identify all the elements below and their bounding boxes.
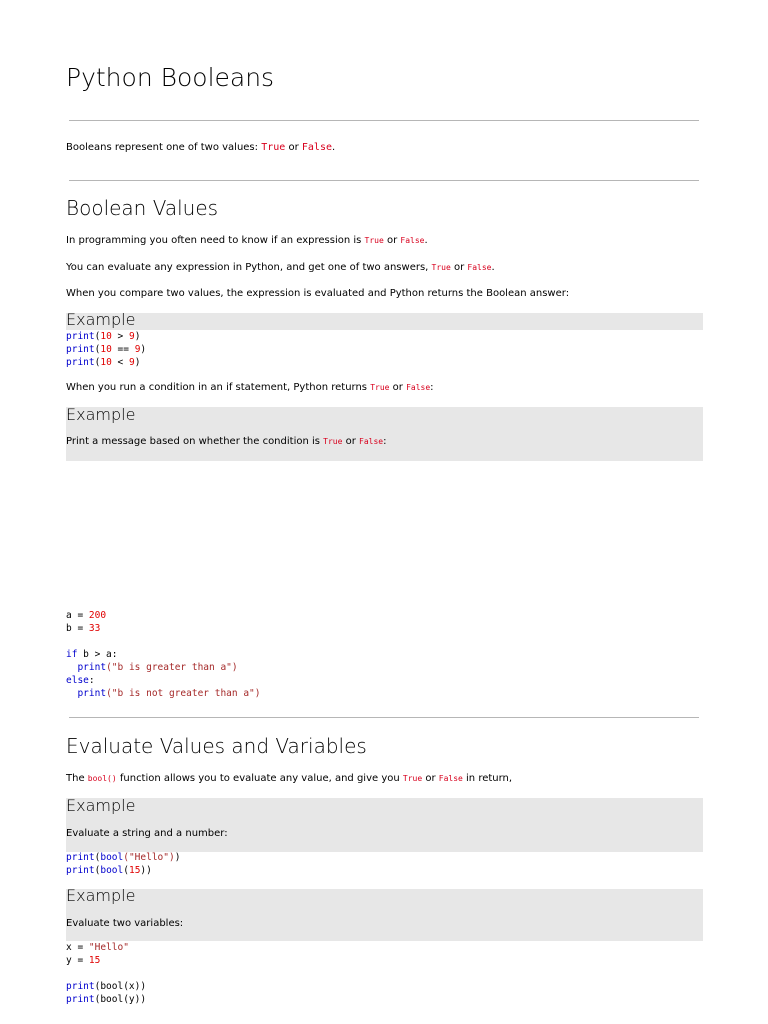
example-title: Example <box>66 886 136 905</box>
bool-function: bool() <box>87 774 117 783</box>
divider <box>69 717 699 718</box>
example-description: Evaluate a string and a number: <box>66 828 228 839</box>
example-box <box>66 798 703 852</box>
intro-paragraph: Booleans represent one of two values: True or False. <box>66 142 336 153</box>
paragraph: You can evaluate any expression in Python, and get one of two answers, True or False. <box>66 262 495 273</box>
paragraph: The bool() function allows you to evaluate any value, and give you True or False in return, <box>66 773 513 784</box>
divider <box>69 120 699 121</box>
example-title: Example <box>66 796 136 815</box>
example-box <box>66 889 703 941</box>
example-title: Example <box>66 405 136 424</box>
section-heading-evaluate-values: Evaluate Values and Variables <box>66 734 367 758</box>
example-box <box>66 407 703 461</box>
page-title: Python Booleans <box>66 63 275 92</box>
paragraph: In programming you often need to know if an expression is True or False. <box>66 235 428 246</box>
code-block: print(bool("Hello")) print(bool(15)) <box>66 852 181 876</box>
example-box <box>66 313 703 330</box>
true-keyword: True <box>261 142 286 153</box>
paragraph: When you run a condition in an if statement, Python returns True or False: <box>66 382 434 393</box>
false-keyword: False <box>301 142 332 153</box>
example-description: Print a message based on whether the condition is True or False: <box>66 436 387 447</box>
paragraph: When you compare two values, the expression is evaluated and Python returns the Boolean answer: <box>66 288 570 299</box>
code-block: print(10 > 9) print(10 == 9) print(10 < 9) <box>66 331 147 368</box>
example-title: Example <box>66 310 136 329</box>
example-description: Evaluate two variables: <box>66 918 184 929</box>
code-block: x = "Hello" y = 15 print(bool(x)) print(bool(y)) <box>66 942 147 1005</box>
section-heading-boolean-values: Boolean Values <box>66 196 219 220</box>
divider <box>69 180 699 181</box>
code-block: a = 200 b = 33 if b > a: print("b is greater than a") else: print("b is not greater than a") <box>66 610 261 699</box>
